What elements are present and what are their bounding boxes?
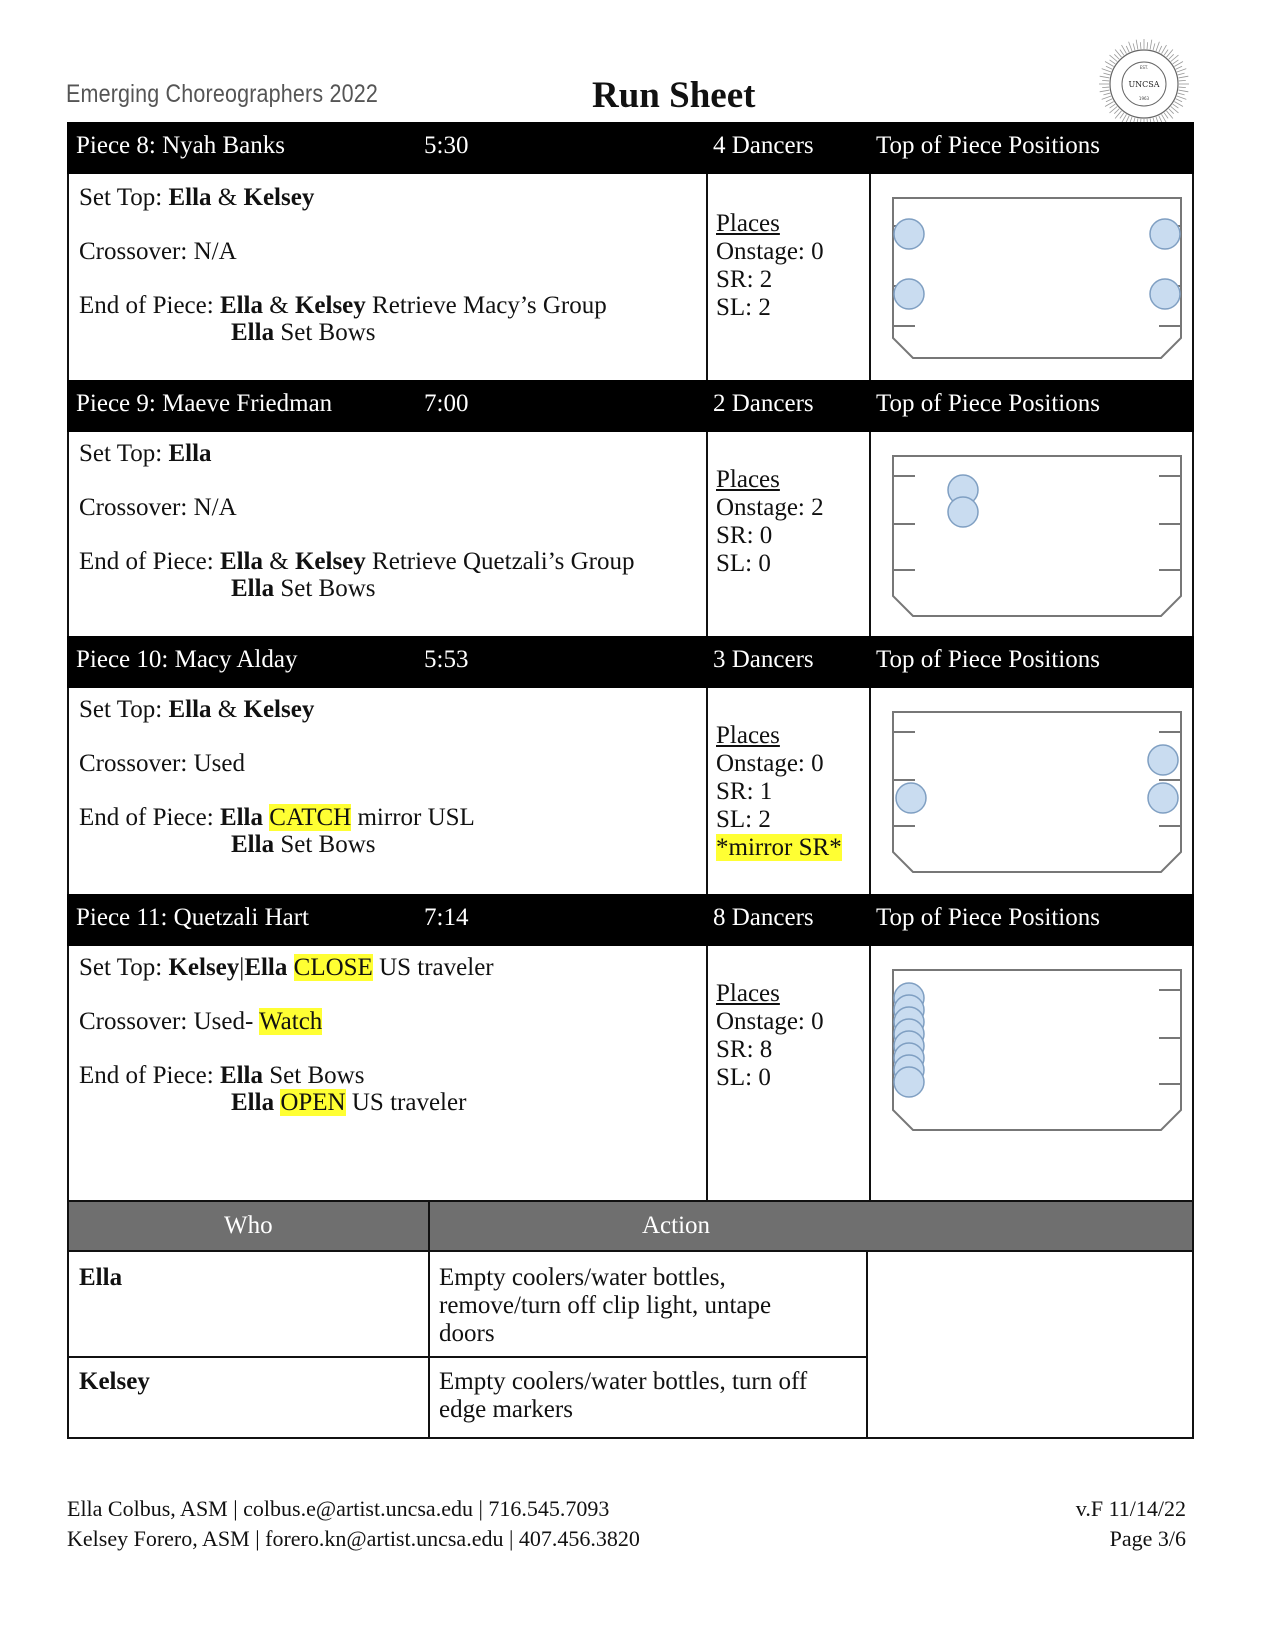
piece-notes: [69, 432, 708, 636]
piece-body: [67, 174, 1194, 380]
piece-header: [67, 894, 1194, 946]
dancer-marker: [1150, 219, 1180, 249]
piece-title: Piece 11: Quetzali Hart: [76, 904, 310, 931]
dancer-marker: [1150, 279, 1180, 309]
places-note: *mirror SR*: [716, 834, 842, 861]
set-top-line: Set Top: Ella & Kelsey: [79, 696, 315, 723]
stage-diagram-cell: [871, 174, 1192, 380]
piece-header: [67, 380, 1194, 432]
end-of-piece-line: End of Piece: Ella & Kelsey Retrieve Macy’s Group: [79, 292, 607, 319]
places-sl: SL: 0: [716, 550, 771, 577]
places-cell: [708, 432, 871, 636]
dancer-count: 2 Dancers: [713, 390, 814, 417]
places-cell: [708, 688, 871, 894]
places-onstage: Onstage: 0: [716, 1008, 824, 1035]
piece-notes: [69, 946, 708, 1200]
table-row-who: Ella: [79, 1264, 123, 1291]
stage-diagram: [891, 196, 1183, 362]
set-top-line: Set Top: Ella & Kelsey: [79, 184, 315, 211]
positions-label: Top of Piece Positions: [876, 646, 1100, 673]
piece-header: [67, 122, 1194, 174]
stage-diagram-cell: [871, 432, 1192, 636]
page-title: Run Sheet: [592, 75, 756, 116]
table-row-action: Empty coolers/water bottles, remove/turn off clip light, untape doors: [439, 1264, 772, 1347]
piece-notes: [69, 688, 708, 894]
end-of-piece-line: End of Piece: Ella Set Bows: [79, 1062, 365, 1089]
stage-diagram: [891, 968, 1183, 1134]
positions-label: Top of Piece Positions: [876, 390, 1100, 417]
places-title: Places: [716, 210, 780, 237]
crossover-line: Crossover: N/A: [79, 494, 237, 521]
dancer-count: 8 Dancers: [713, 904, 814, 931]
svg-text:UNCSA: UNCSA: [1128, 80, 1160, 89]
places-sr: SR: 1: [716, 778, 773, 805]
places-onstage: Onstage: 0: [716, 238, 824, 265]
dancer-marker: [1148, 783, 1178, 813]
end-of-piece-line-2: Ella Set Bows: [231, 575, 376, 602]
dancer-markers: [948, 475, 978, 527]
table-row-who: Kelsey: [79, 1368, 150, 1395]
positions-label: Top of Piece Positions: [876, 132, 1100, 159]
dancer-markers: [894, 983, 924, 1097]
positions-label: Top of Piece Positions: [876, 904, 1100, 931]
places-cell: [708, 174, 871, 380]
piece-duration: 7:14: [424, 904, 469, 931]
places-sl: SL: 2: [716, 806, 771, 833]
end-of-piece-line-2: Ella Set Bows: [231, 831, 376, 858]
piece-duration: 7:00: [424, 390, 469, 417]
crossover-line: Crossover: Used- Watch: [79, 1008, 323, 1035]
end-of-piece-line-2: Ella Set Bows: [231, 319, 376, 346]
piece-body: [67, 432, 1194, 636]
crossover-line: Crossover: N/A: [79, 238, 237, 265]
stage-diagram: [891, 454, 1183, 620]
piece-title: Piece 9: Maeve Friedman: [76, 390, 333, 417]
dancer-marker: [896, 783, 926, 813]
places-sr: SR: 0: [716, 522, 773, 549]
piece-duration: 5:53: [424, 646, 469, 673]
places-sr: SR: 8: [716, 1036, 773, 1063]
stage-diagram-cell: [871, 688, 1192, 894]
footer-page-number: Page 3/6: [1109, 1526, 1186, 1551]
piece-header: [67, 636, 1194, 688]
end-of-piece-line: End of Piece: Ella & Kelsey Retrieve Quetzali’s Group: [79, 548, 635, 575]
svg-text:EST.: EST.: [1139, 65, 1149, 70]
piece-title: Piece 8: Nyah Banks: [76, 132, 285, 159]
places-onstage: Onstage: 0: [716, 750, 824, 777]
dancer-marker: [894, 279, 924, 309]
stage-diagram: [891, 710, 1183, 876]
dancer-marker: [1148, 745, 1178, 775]
crossover-line: Crossover: Used: [79, 750, 245, 777]
places-onstage: Onstage: 2: [716, 494, 824, 521]
dancer-marker: [948, 497, 978, 527]
places-sl: SL: 2: [716, 294, 771, 321]
places-sr: SR: 2: [716, 266, 773, 293]
dancer-marker: [894, 1067, 924, 1097]
who-header: Who: [224, 1212, 273, 1239]
places-cell: [708, 946, 871, 1200]
places-sl: SL: 0: [716, 1064, 771, 1091]
places-title: Places: [716, 980, 780, 1007]
action-header: Action: [642, 1212, 711, 1239]
piece-title: Piece 10: Macy Alday: [76, 646, 298, 673]
end-of-piece-line-2: Ella OPEN US traveler: [231, 1089, 467, 1116]
table-row-action: Empty coolers/water bottles, turn off edge markers: [439, 1368, 808, 1423]
set-top-line: Set Top: Kelsey|Ella CLOSE US traveler: [79, 954, 494, 981]
set-top-line: Set Top: Ella: [79, 440, 212, 467]
end-of-piece-line: End of Piece: Ella CATCH mirror USL: [79, 804, 475, 831]
footer-contact-2: Kelsey Forero, ASM | forero.kn@artist.uncsa.edu | 407.456.3820: [67, 1526, 640, 1551]
duties-table-header: [67, 1200, 1194, 1252]
svg-text:1963: 1963: [1138, 96, 1150, 101]
footer-contact-1: Ella Colbus, ASM | colbus.e@artist.uncsa.edu | 716.545.7093: [67, 1496, 610, 1521]
places-title: Places: [716, 466, 780, 493]
show-title: Emerging Choreographers 2022: [66, 80, 378, 108]
piece-notes: [69, 174, 708, 380]
places-title: Places: [716, 722, 780, 749]
dancer-marker: [894, 219, 924, 249]
piece-duration: 5:30: [424, 132, 469, 159]
uncsa-seal-logo: [1098, 38, 1190, 130]
duties-table-body: [67, 1252, 1194, 1439]
dancer-count: 3 Dancers: [713, 646, 814, 673]
piece-body: [67, 688, 1194, 894]
piece-body: [67, 946, 1194, 1200]
stage-diagram-cell: [871, 946, 1192, 1200]
dancer-count: 4 Dancers: [713, 132, 814, 159]
footer-version: v.F 11/14/22: [1075, 1496, 1186, 1521]
